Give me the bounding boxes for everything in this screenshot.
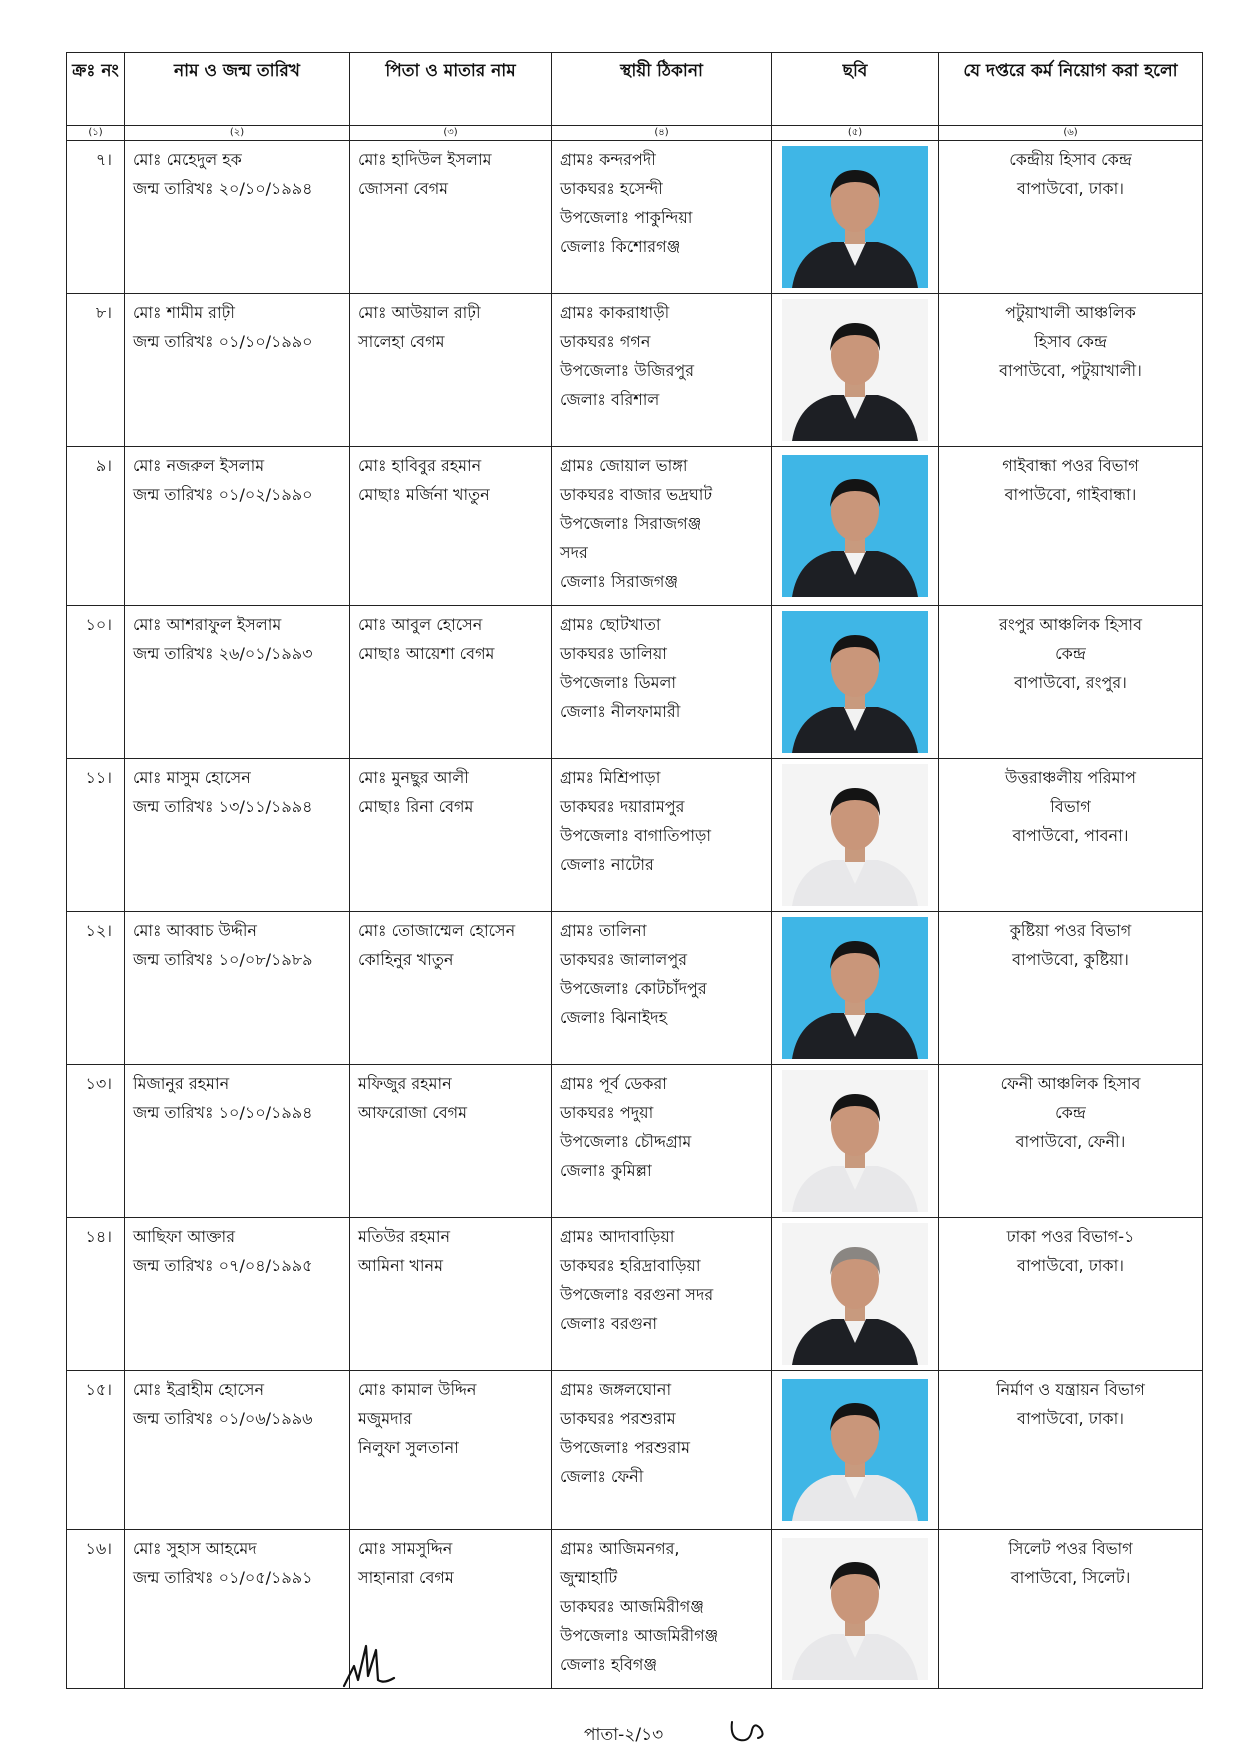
address-line: উপজেলাঃ সিরাজগঞ্জ	[560, 514, 702, 533]
address-cell	[552, 1371, 772, 1530]
address-cell	[552, 294, 772, 447]
candidate-name: মোঃ নজরুল ইসলাম	[133, 456, 265, 475]
address-cell	[552, 606, 772, 759]
address-line: উপজেলাঃ পাকুন্দিয়া	[560, 208, 693, 227]
address-line: গ্রামঃ কাকরাধাড়ী	[560, 303, 670, 322]
candidate-photo	[782, 611, 928, 753]
address-line: জেলাঃ বরগুনা	[560, 1314, 658, 1333]
candidate-name: মোঃ আশরাফুল ইসলাম	[133, 615, 282, 634]
parent-name: আফরোজা বেগম	[358, 1103, 468, 1122]
signature-icon	[340, 1636, 400, 1696]
address-line: জেলাঃ ঝিনাইদহ	[560, 1008, 667, 1027]
address-line: গ্রামঃ তালিনা	[560, 921, 647, 940]
column-number: (১)	[67, 126, 125, 141]
name-cell	[125, 1065, 350, 1218]
candidate-name: মোঃ আব্বাচ উদ্দীন	[133, 921, 257, 940]
parents-cell	[350, 759, 552, 912]
serial-cell: ৮।	[67, 294, 125, 447]
parent-name: জোসনা বেগম	[358, 179, 449, 198]
name-cell	[125, 1371, 350, 1530]
address-line: উপজেলাঃ উজিরপুর	[560, 361, 695, 380]
date-of-birth: জন্ম তারিখঃ ০১/০৬/১৯৯৬	[133, 1409, 313, 1428]
table-row	[67, 447, 1203, 606]
parents-cell	[350, 1065, 552, 1218]
table-row	[67, 141, 1203, 294]
candidate-name: মিজানুর রহমান	[133, 1074, 230, 1093]
address-line: গ্রামঃ জোয়াল ভাঙ্গা	[560, 456, 688, 475]
address-line: ডাকঘরঃ ডালিয়া	[560, 644, 667, 663]
parent-name: মফিজুর রহমান	[358, 1074, 452, 1093]
table-row	[67, 294, 1203, 447]
office-cell	[939, 759, 1203, 912]
office-line: বাপাউবো, ঢাকা।	[1017, 1256, 1124, 1275]
office-cell	[939, 1065, 1203, 1218]
table-row	[67, 1371, 1203, 1530]
parent-name: মোছাঃ রিনা বেগম	[358, 797, 474, 816]
office-line: বাপাউবো, ঢাকা।	[1017, 179, 1124, 198]
address-line: উপজেলাঃ কোটচাঁদপুর	[560, 979, 707, 998]
office-line: বাপাউবো, রংপুর।	[1014, 673, 1127, 692]
candidate-photo	[782, 455, 928, 597]
name-cell	[125, 759, 350, 912]
office-line: গাইবান্ধা পওর বিভাগ	[1002, 456, 1139, 475]
parent-name: সালেহা বেগম	[358, 332, 445, 351]
candidate-photo	[782, 1538, 928, 1680]
address-line: ডাকঘরঃ জালালপুর	[560, 950, 688, 969]
header-address: স্থায়ী ঠিকানা	[552, 53, 772, 126]
office-cell	[939, 447, 1203, 606]
address-line: গ্রামঃ কন্দরপদী	[560, 150, 656, 169]
address-line: গ্রামঃ ছোটখাতা	[560, 615, 661, 634]
address-line: ডাকঘরঃ দয়ারামপুর	[560, 797, 685, 816]
address-line: গ্রামঃ পূর্ব ডেকরা	[560, 1074, 667, 1093]
serial-cell: ৭।	[67, 141, 125, 294]
office-line: সিলেট পওর বিভাগ	[1008, 1539, 1133, 1558]
office-line: বাপাউবো, সিলেট।	[1010, 1568, 1131, 1587]
date-of-birth: জন্ম তারিখঃ ১০/০৮/১৯৮৯	[133, 950, 313, 969]
header-row	[67, 53, 1203, 126]
photo-cell	[772, 912, 939, 1065]
address-line: উপজেলাঃ আজমিরীগঞ্জ	[560, 1626, 719, 1645]
date-of-birth: জন্ম তারিখঃ ০১/১০/১৯৯০	[133, 332, 313, 351]
office-line: রংপুর আঞ্চলিক হিসাব	[999, 615, 1142, 634]
office-line: পটুয়াখালী আঞ্চলিক	[1005, 303, 1136, 322]
photo-cell	[772, 1530, 939, 1689]
parents-cell	[350, 1218, 552, 1371]
header-office: যে দপ্তরে কর্ম নিয়োগ করা হলো	[939, 53, 1203, 126]
candidate-photo	[782, 1070, 928, 1212]
date-of-birth: জন্ম তারিখঃ ০১/০২/১৯৯০	[133, 485, 313, 504]
header-serial: ক্রঃ নং	[67, 53, 125, 126]
column-number-row	[67, 126, 1203, 141]
office-line: বাপাউবো, পাবনা।	[1012, 826, 1129, 845]
table-row	[67, 1218, 1203, 1371]
parent-name: কোহিনুর খাতুন	[358, 950, 454, 969]
serial-cell: ১৫।	[67, 1371, 125, 1530]
address-cell	[552, 1065, 772, 1218]
office-line: কেন্দ্র	[1055, 1103, 1086, 1122]
candidate-photo	[782, 1379, 928, 1521]
candidate-name: মোঃ ইব্রাহীম হোসেন	[133, 1380, 265, 1399]
address-line: জেলাঃ কুমিল্লা	[560, 1161, 652, 1180]
parent-name: মোছাঃ আয়েশা বেগম	[358, 644, 495, 663]
address-line: ডাকঘরঃ বাজার ভদ্রঘাট	[560, 485, 713, 504]
table-row	[67, 912, 1203, 1065]
address-cell	[552, 447, 772, 606]
candidate-name: মোঃ মাসুম হোসেন	[133, 768, 251, 787]
initial-mark-icon	[728, 1718, 768, 1744]
serial-cell: ৯।	[67, 447, 125, 606]
date-of-birth: জন্ম তারিখঃ ২০/১০/১৯৯৪	[133, 179, 313, 198]
photo-cell	[772, 447, 939, 606]
parent-name: মোঃ আউয়াল রাঢ়ী	[358, 303, 481, 322]
parents-cell	[350, 141, 552, 294]
candidate-name: আছিফা আক্তার	[133, 1227, 236, 1246]
table-row	[67, 759, 1203, 912]
address-line: ডাকঘরঃ হসেন্দী	[560, 179, 663, 198]
date-of-birth: জন্ম তারিখঃ ২৬/০১/১৯৯৩	[133, 644, 313, 663]
date-of-birth: জন্ম তারিখঃ ০৭/০৪/১৯৯৫	[133, 1256, 313, 1275]
office-cell	[939, 294, 1203, 447]
candidate-photo	[782, 917, 928, 1059]
serial-cell: ১৬।	[67, 1530, 125, 1689]
office-line: নির্মাণ ও যন্ত্রায়ন বিভাগ	[996, 1380, 1145, 1399]
table-row	[67, 1530, 1203, 1689]
photo-cell	[772, 1371, 939, 1530]
address-line: জেলাঃ বরিশাল	[560, 390, 660, 409]
photo-cell	[772, 759, 939, 912]
address-line: উপজেলাঃ চৌদ্দগ্রাম	[560, 1132, 692, 1151]
address-line: জেলাঃ সিরাজগঞ্জ	[560, 572, 679, 591]
parent-name: আমিনা খানম	[358, 1256, 443, 1275]
office-cell	[939, 606, 1203, 759]
name-cell	[125, 447, 350, 606]
name-cell	[125, 294, 350, 447]
parent-name: মজুমদার	[358, 1409, 412, 1428]
office-line: বাপাউবো, ফেনী।	[1015, 1132, 1126, 1151]
address-line: উপজেলাঃ পরশুরাম	[560, 1438, 691, 1457]
parent-name: মোঃ আবুল হোসেন	[358, 615, 483, 634]
photo-cell	[772, 294, 939, 447]
office-line: ঢাকা পওর বিভাগ-১	[1006, 1227, 1135, 1246]
address-line: ডাকঘরঃ আজমিরীগঞ্জ	[560, 1597, 704, 1616]
office-line: বাপাউবো, গাইবান্ধা।	[1004, 485, 1137, 504]
office-cell	[939, 1530, 1203, 1689]
parents-cell	[350, 447, 552, 606]
office-line: কুষ্টিয়া পওর বিভাগ	[1009, 921, 1132, 940]
name-cell	[125, 912, 350, 1065]
page-number: পাতা-২/১৩	[584, 1725, 664, 1745]
address-line: জেলাঃ ফেনী	[560, 1467, 644, 1486]
parent-name: মোঃ তোজাম্মেল হোসেন	[358, 921, 516, 940]
address-line: ডাকঘরঃ হরিদ্রাবাড়িয়া	[560, 1256, 701, 1275]
candidate-name: মোঃ সুহাস আহমেদ	[133, 1539, 257, 1558]
table-row	[67, 1065, 1203, 1218]
address-cell	[552, 912, 772, 1065]
address-line: ডাকঘরঃ পরশুরাম	[560, 1409, 676, 1428]
address-line: উপজেলাঃ ডিমলা	[560, 673, 677, 692]
address-line: ডাকঘরঃ গগন	[560, 332, 651, 351]
parent-name: মোঃ কামাল উদ্দিন	[358, 1380, 477, 1399]
candidate-photo	[782, 146, 928, 288]
serial-cell: ১০।	[67, 606, 125, 759]
office-line: বাপাউবো, পটুয়াখালী।	[999, 361, 1142, 380]
office-line: কেন্দ্র	[1055, 644, 1086, 663]
date-of-birth: জন্ম তারিখঃ ১০/১০/১৯৯৪	[133, 1103, 313, 1122]
candidate-photo	[782, 1223, 928, 1365]
parents-cell	[350, 294, 552, 447]
office-line: বাপাউবো, কুষ্টিয়া।	[1012, 950, 1129, 969]
candidate-name: মোঃ মেহেদুল হক	[133, 150, 242, 169]
address-line: গ্রামঃ মিশ্রিপাড়া	[560, 768, 661, 787]
header-parents: পিতা ও মাতার নাম	[350, 53, 552, 126]
name-cell	[125, 1218, 350, 1371]
address-line: উপজেলাঃ বাগাতিপাড়া	[560, 826, 712, 845]
parent-name: মোছাঃ মর্জিনা খাতুন	[358, 485, 490, 504]
address-cell	[552, 759, 772, 912]
candidate-photo	[782, 764, 928, 906]
photo-cell	[772, 1218, 939, 1371]
address-line: ডাকঘরঃ পদুয়া	[560, 1103, 654, 1122]
header-photo: ছবি	[772, 53, 939, 126]
address-cell	[552, 1530, 772, 1689]
serial-cell: ১৩।	[67, 1065, 125, 1218]
office-cell	[939, 1371, 1203, 1530]
column-number: (৫)	[772, 126, 939, 141]
office-line: ফেনী আঞ্চলিক হিসাব	[1000, 1074, 1141, 1093]
office-line: উত্তরাঞ্চলীয় পরিমাপ	[1005, 768, 1136, 787]
photo-cell	[772, 141, 939, 294]
photo-cell	[772, 606, 939, 759]
serial-cell: ১১।	[67, 759, 125, 912]
column-number: (২)	[125, 126, 350, 141]
candidate-name: মোঃ শামীম রাঢ়ী	[133, 303, 235, 322]
photo-cell	[772, 1065, 939, 1218]
address-line: জুম্মাহাটি	[560, 1568, 618, 1587]
address-line: জেলাঃ নীলফামারী	[560, 702, 681, 721]
office-cell	[939, 1218, 1203, 1371]
parent-name: মোঃ মুনছুর আলী	[358, 768, 469, 787]
address-cell	[552, 1218, 772, 1371]
date-of-birth: জন্ম তারিখঃ ১৩/১১/১৯৯৪	[133, 797, 313, 816]
parent-name: মোঃ হাবিবুর রহমান	[358, 456, 482, 475]
parent-name: মোঃ সামসুদ্দিন	[358, 1539, 453, 1558]
appointment-table	[66, 52, 1203, 1689]
address-line: গ্রামঃ আজিমনগর,	[560, 1539, 680, 1558]
table-row	[67, 606, 1203, 759]
address-line: গ্রামঃ জঙ্গলঘোনা	[560, 1380, 672, 1399]
office-line: কেন্দ্রীয় হিসাব কেন্দ্র	[1009, 150, 1132, 169]
office-cell	[939, 141, 1203, 294]
candidate-photo	[782, 299, 928, 441]
address-cell	[552, 141, 772, 294]
serial-cell: ১২।	[67, 912, 125, 1065]
parents-cell	[350, 912, 552, 1065]
serial-cell: ১৪।	[67, 1218, 125, 1371]
address-line: সদর	[560, 543, 588, 562]
parent-name: মতিউর রহমান	[358, 1227, 451, 1246]
address-line: জেলাঃ নাটোর	[560, 855, 654, 874]
column-number: (৪)	[552, 126, 772, 141]
parent-name: সাহানারা বেগম	[358, 1568, 454, 1587]
parent-name: নিলুফা সুলতানা	[358, 1438, 459, 1457]
address-line: জেলাঃ হবিগঞ্জ	[560, 1655, 658, 1674]
parents-cell	[350, 606, 552, 759]
table-body	[67, 141, 1203, 1689]
office-line: বাপাউবো, ঢাকা।	[1017, 1409, 1124, 1428]
header-name: নাম ও জন্ম তারিখ	[125, 53, 350, 126]
column-number: (৬)	[939, 126, 1203, 141]
name-cell	[125, 141, 350, 294]
office-line: হিসাব কেন্দ্র	[1034, 332, 1107, 351]
office-cell	[939, 912, 1203, 1065]
date-of-birth: জন্ম তারিখঃ ০১/০৫/১৯৯১	[133, 1568, 313, 1587]
address-line: জেলাঃ কিশোরগঞ্জ	[560, 237, 681, 256]
parent-name: মোঃ হাদিউল ইসলাম	[358, 150, 492, 169]
address-line: উপজেলাঃ বরগুনা সদর	[560, 1285, 714, 1304]
address-line: গ্রামঃ আদাবাড়িয়া	[560, 1227, 675, 1246]
office-line: বিভাগ	[1050, 797, 1091, 816]
parents-cell	[350, 1371, 552, 1530]
column-number: (৩)	[350, 126, 552, 141]
name-cell	[125, 1530, 350, 1689]
name-cell	[125, 606, 350, 759]
